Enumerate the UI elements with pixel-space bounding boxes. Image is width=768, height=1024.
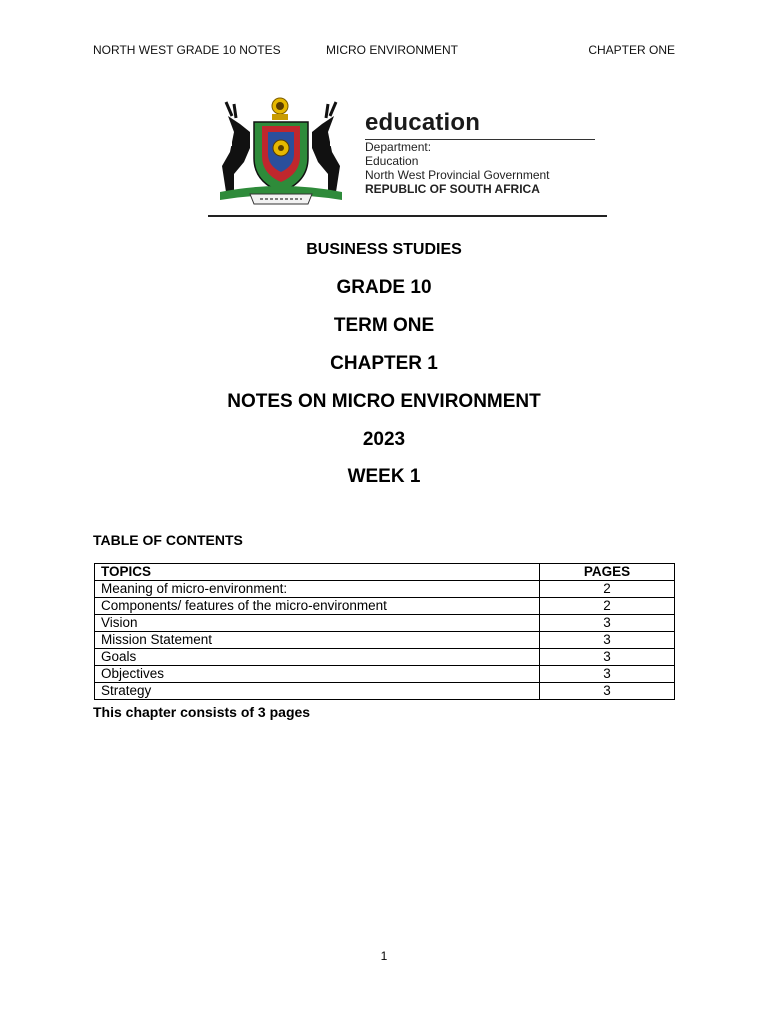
toc-topic: Vision xyxy=(95,615,540,632)
toc-page: 3 xyxy=(540,632,675,649)
term-title: TERM ONE xyxy=(333,315,435,336)
table-row xyxy=(95,666,675,683)
toc-topic: Goals xyxy=(95,649,540,666)
toc-topic: Strategy xyxy=(95,683,540,700)
toc-page: 3 xyxy=(540,649,675,666)
logo-line: North West Provincial Government xyxy=(365,168,550,182)
week-title: WEEK 1 xyxy=(347,466,421,487)
header-left: NORTH WEST GRADE 10 NOTES xyxy=(93,43,281,57)
toc-page: 3 xyxy=(540,615,675,632)
toc-column-pages: PAGES xyxy=(540,564,675,581)
toc-page: 2 xyxy=(540,598,675,615)
table-row xyxy=(95,581,675,598)
page-number: 1 xyxy=(380,949,388,963)
logo-line: Education xyxy=(365,154,419,168)
table-row xyxy=(95,615,675,632)
logo-line: Department: xyxy=(365,140,432,154)
toc-page: 3 xyxy=(540,683,675,700)
logo-base-rule xyxy=(208,215,607,217)
subject-title: BUSINESS STUDIES xyxy=(306,241,462,258)
logo-brand: education xyxy=(365,109,481,136)
department-logo xyxy=(208,96,608,220)
table-row xyxy=(95,649,675,666)
grade-title: GRADE 10 xyxy=(336,277,432,298)
toc-column-topics: TOPICS xyxy=(95,564,540,581)
toc-topic: Meaning of micro-environment: xyxy=(95,581,540,598)
toc-note: This chapter consists of 3 pages xyxy=(93,704,311,720)
toc-page: 2 xyxy=(540,581,675,598)
table-row xyxy=(95,598,675,615)
header-middle: MICRO ENVIRONMENT xyxy=(326,43,458,57)
toc-topic: Components/ features of the micro-environment xyxy=(95,598,540,615)
logo-department-lines xyxy=(365,140,550,196)
coat-of-arms-icon xyxy=(210,96,352,208)
toc-header-row xyxy=(95,564,675,581)
toc-page: 3 xyxy=(540,666,675,683)
toc-table xyxy=(94,563,675,700)
table-row xyxy=(95,632,675,649)
notes-title: NOTES ON MICRO ENVIRONMENT xyxy=(227,391,541,412)
table-row xyxy=(95,683,675,700)
chapter-title: CHAPTER 1 xyxy=(330,353,438,374)
header-right: CHAPTER ONE xyxy=(588,43,675,57)
toc-topic: Objectives xyxy=(95,666,540,683)
toc-topic: Mission Statement xyxy=(95,632,540,649)
logo-line: REPUBLIC OF SOUTH AFRICA xyxy=(365,182,540,196)
year-title: 2023 xyxy=(362,429,406,450)
running-header xyxy=(93,43,675,59)
toc-heading: TABLE OF CONTENTS xyxy=(93,532,243,548)
